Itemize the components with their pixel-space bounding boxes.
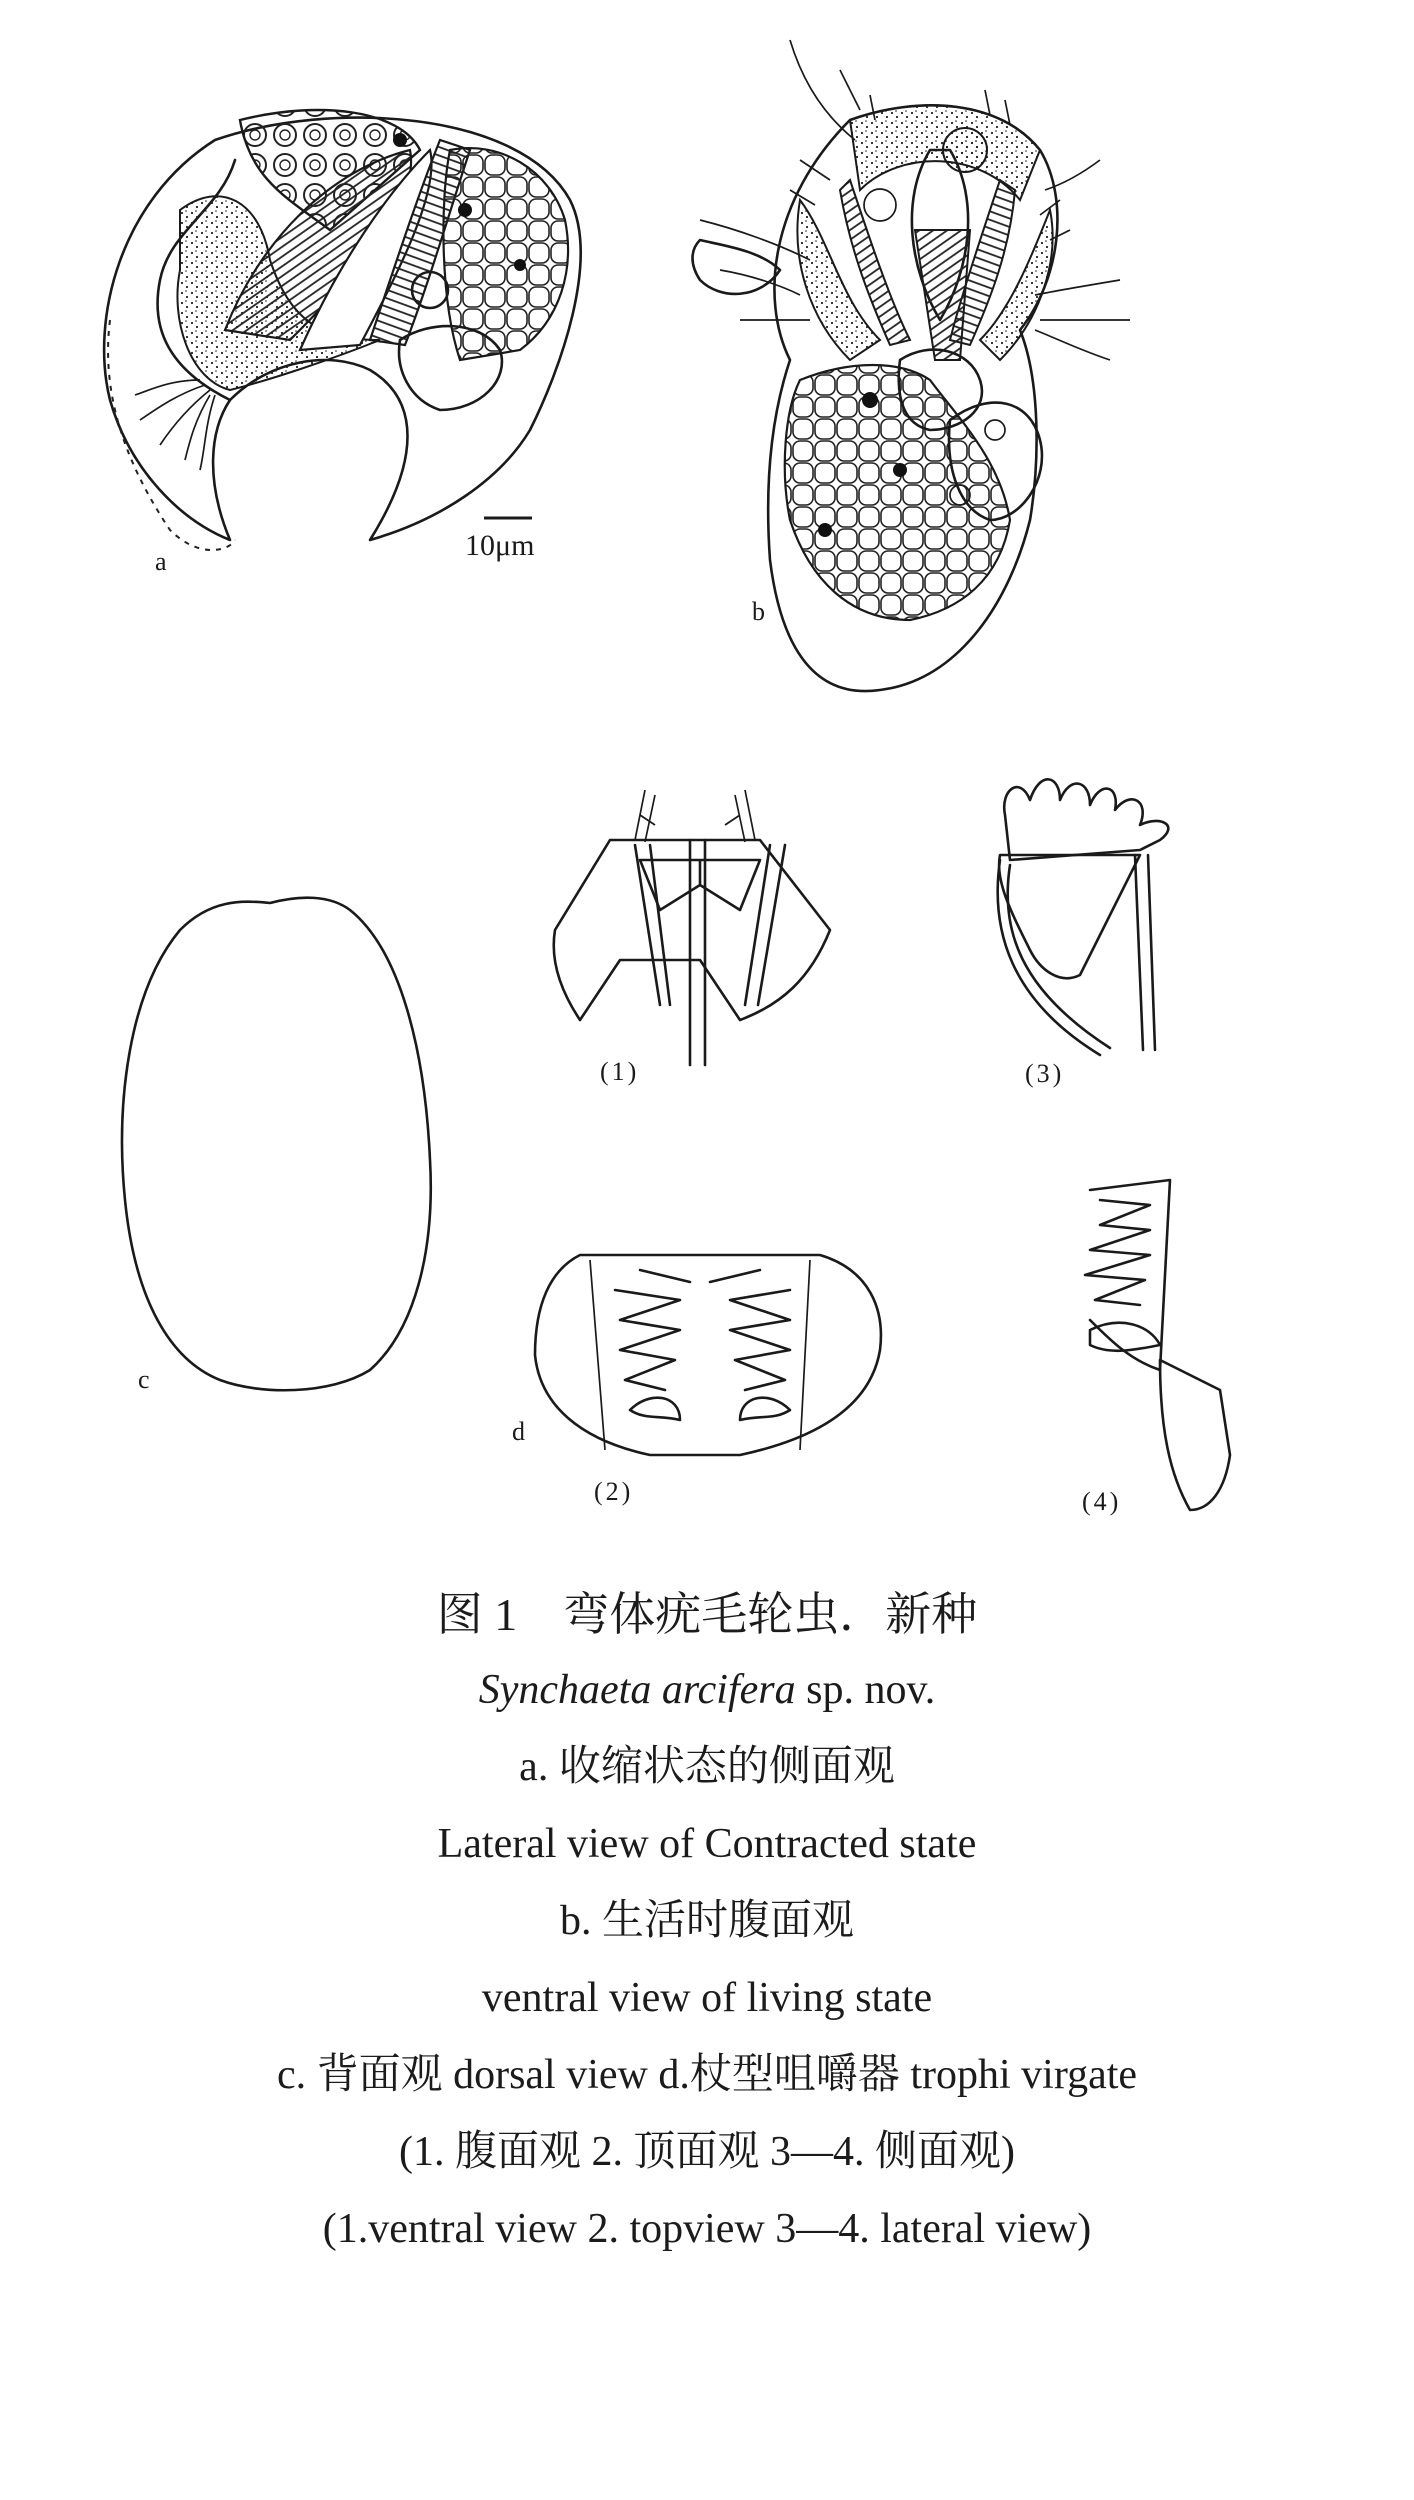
panel-label-d: d xyxy=(512,1417,525,1446)
drawing-c-dorsal xyxy=(122,898,431,1394)
drawing-a-lateral-contracted xyxy=(104,110,581,576)
caption-views-cn: (1. 腹面观 2. 顶面观 3—4. 侧面观) xyxy=(399,2129,1015,2175)
sub-label-3: (3) xyxy=(1025,1059,1065,1088)
caption-b-cn: b. 生活时腹面观 xyxy=(559,1898,854,1944)
caption-b-en: ventral view of living state xyxy=(481,1975,933,2021)
caption-a-en: Lateral view of Contracted state xyxy=(437,1821,977,1867)
caption-a-cn: a. 收缩状态的侧面观 xyxy=(519,1744,895,1790)
caption-species-name: Synchaeta arcifera xyxy=(478,1667,796,1713)
caption-species-line xyxy=(0,1669,1414,1711)
caption-title-cn: 图 1 弯体疣毛轮虫．新种 xyxy=(436,1589,978,1640)
caption-species-suffix: sp. nov. xyxy=(795,1667,936,1713)
drawing-d3-trophi-lateral xyxy=(998,779,1169,1088)
caption-views-en: (1.ventral view 2. topview 3—4. lateral view) xyxy=(322,2206,1092,2252)
drawing-d4-trophi-lateral xyxy=(1082,1180,1230,1516)
panel-label-a: a xyxy=(155,547,167,576)
caption-cd-line: c. 背面观 dorsal view d.杖型咀嚼器 trophi virgate xyxy=(276,2052,1138,2098)
panel-label-c: c xyxy=(138,1365,150,1394)
sub-label-4: (4) xyxy=(1082,1487,1122,1516)
drawing-b-ventral-living xyxy=(693,40,1131,691)
scale-bar-label: 10μm xyxy=(465,529,535,562)
figure-caption xyxy=(0,1589,1414,2285)
panel-label-b: b xyxy=(752,597,765,626)
drawing-d1-trophi-ventral xyxy=(554,790,830,1086)
sub-label-1: (1) xyxy=(600,1057,640,1086)
drawing-d2-trophi-top xyxy=(512,1255,881,1506)
sub-label-2: (2) xyxy=(594,1477,634,1506)
